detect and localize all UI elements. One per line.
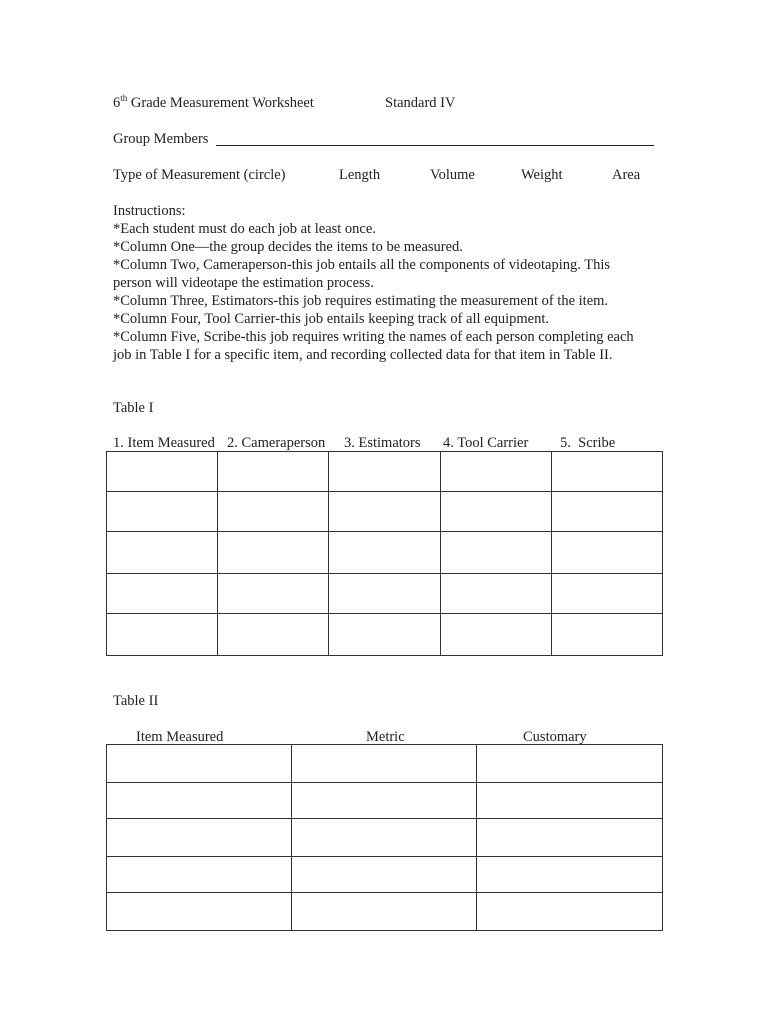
table-cell[interactable] <box>291 745 477 783</box>
instruction-line: *Column Five, Scribe-this job requires writing the names of each person completing each <box>113 329 634 345</box>
table-row <box>107 819 663 857</box>
group-members-field[interactable] <box>216 145 654 146</box>
instruction-line: *Column One—the group decides the items to be measured. <box>113 239 463 255</box>
table-cell[interactable] <box>329 532 440 574</box>
table-row <box>107 452 663 492</box>
table-cell[interactable] <box>551 492 662 532</box>
table-row <box>107 893 663 931</box>
instructions-heading: Instructions: <box>113 203 186 219</box>
table-cell[interactable] <box>329 492 440 532</box>
table1-title: Table I <box>113 400 154 416</box>
table-cell[interactable] <box>218 574 329 614</box>
table-cell[interactable] <box>107 893 292 931</box>
instruction-line: *Column Three, Estimators-this job requires estimating the measurement of the item. <box>113 293 609 309</box>
table-cell[interactable] <box>218 614 329 656</box>
option-length[interactable]: Length <box>339 167 381 183</box>
instruction-line: *Column Four, Tool Carrier-this job entails keeping track of all equipment. <box>113 311 549 327</box>
table-cell[interactable] <box>291 857 477 893</box>
option-area[interactable]: Area <box>612 167 641 183</box>
table-cell[interactable] <box>440 532 551 574</box>
instruction-line: *Column Two, Cameraperson-this job entails all the components of videotaping. This <box>113 257 611 273</box>
table1-header-item: 1. Item Measured <box>113 435 215 451</box>
instruction-line: job in Table I for a specific item, and recording collected data for that item in Table II. <box>113 347 613 363</box>
table-cell[interactable] <box>477 893 663 931</box>
table-cell[interactable] <box>329 614 440 656</box>
table-row <box>107 614 663 656</box>
table-cell[interactable] <box>329 452 440 492</box>
table-cell[interactable] <box>551 452 662 492</box>
table-cell[interactable] <box>477 857 663 893</box>
table-row <box>107 492 663 532</box>
table-cell[interactable] <box>218 532 329 574</box>
table-cell[interactable] <box>440 574 551 614</box>
table-cell[interactable] <box>291 893 477 931</box>
table-cell[interactable] <box>107 819 292 857</box>
table-row <box>107 857 663 893</box>
table-cell[interactable] <box>291 819 477 857</box>
worksheet-title <box>113 94 314 112</box>
table1-header-scribe: 5. Scribe <box>560 435 616 451</box>
standard-label: Standard IV <box>385 95 456 111</box>
table-cell[interactable] <box>440 452 551 492</box>
table-cell[interactable] <box>218 492 329 532</box>
table-cell[interactable] <box>440 492 551 532</box>
table-cell[interactable] <box>551 614 662 656</box>
table-row <box>107 783 663 819</box>
table2-grid <box>106 744 663 931</box>
title-text: Grade Measurement Worksheet <box>127 95 314 111</box>
table-cell[interactable] <box>551 574 662 614</box>
table1-header-estimators: 3. Estimators <box>344 435 421 451</box>
table2-header-metric: Metric <box>366 729 405 745</box>
table-cell[interactable] <box>329 574 440 614</box>
table-cell[interactable] <box>551 532 662 574</box>
instruction-line: person will videotape the estimation process. <box>113 275 374 291</box>
table-cell[interactable] <box>218 452 329 492</box>
option-volume[interactable]: Volume <box>430 167 475 183</box>
table-cell[interactable] <box>107 783 292 819</box>
table-cell[interactable] <box>107 574 218 614</box>
table1-grid <box>106 451 663 656</box>
table-cell[interactable] <box>107 532 218 574</box>
instruction-line: *Each student must do each job at least once. <box>113 221 376 237</box>
table1-header-cameraperson: 2. Cameraperson <box>227 435 326 451</box>
table-cell[interactable] <box>477 745 663 783</box>
group-members-label: Group Members <box>113 131 209 147</box>
table-cell[interactable] <box>107 452 218 492</box>
measurement-type-label: Type of Measurement (circle) <box>113 167 286 183</box>
table-cell[interactable] <box>107 745 292 783</box>
table1-header-tool-carrier: 4. Tool Carrier <box>443 435 529 451</box>
grade-suffix: th <box>120 93 128 104</box>
table-row <box>107 745 663 783</box>
table-cell[interactable] <box>440 614 551 656</box>
table-row <box>107 574 663 614</box>
table2-title: Table II <box>113 693 159 709</box>
table-cell[interactable] <box>107 492 218 532</box>
table2-header-customary: Customary <box>523 729 587 745</box>
table-cell[interactable] <box>477 783 663 819</box>
table2-header-item: Item Measured <box>136 729 224 745</box>
instructions-block <box>113 202 673 364</box>
table-cell[interactable] <box>291 783 477 819</box>
table-cell[interactable] <box>477 819 663 857</box>
option-weight[interactable]: Weight <box>521 167 563 183</box>
table-cell[interactable] <box>107 857 292 893</box>
table-cell[interactable] <box>107 614 218 656</box>
table-row <box>107 532 663 574</box>
grade-number: 6 <box>113 95 121 111</box>
